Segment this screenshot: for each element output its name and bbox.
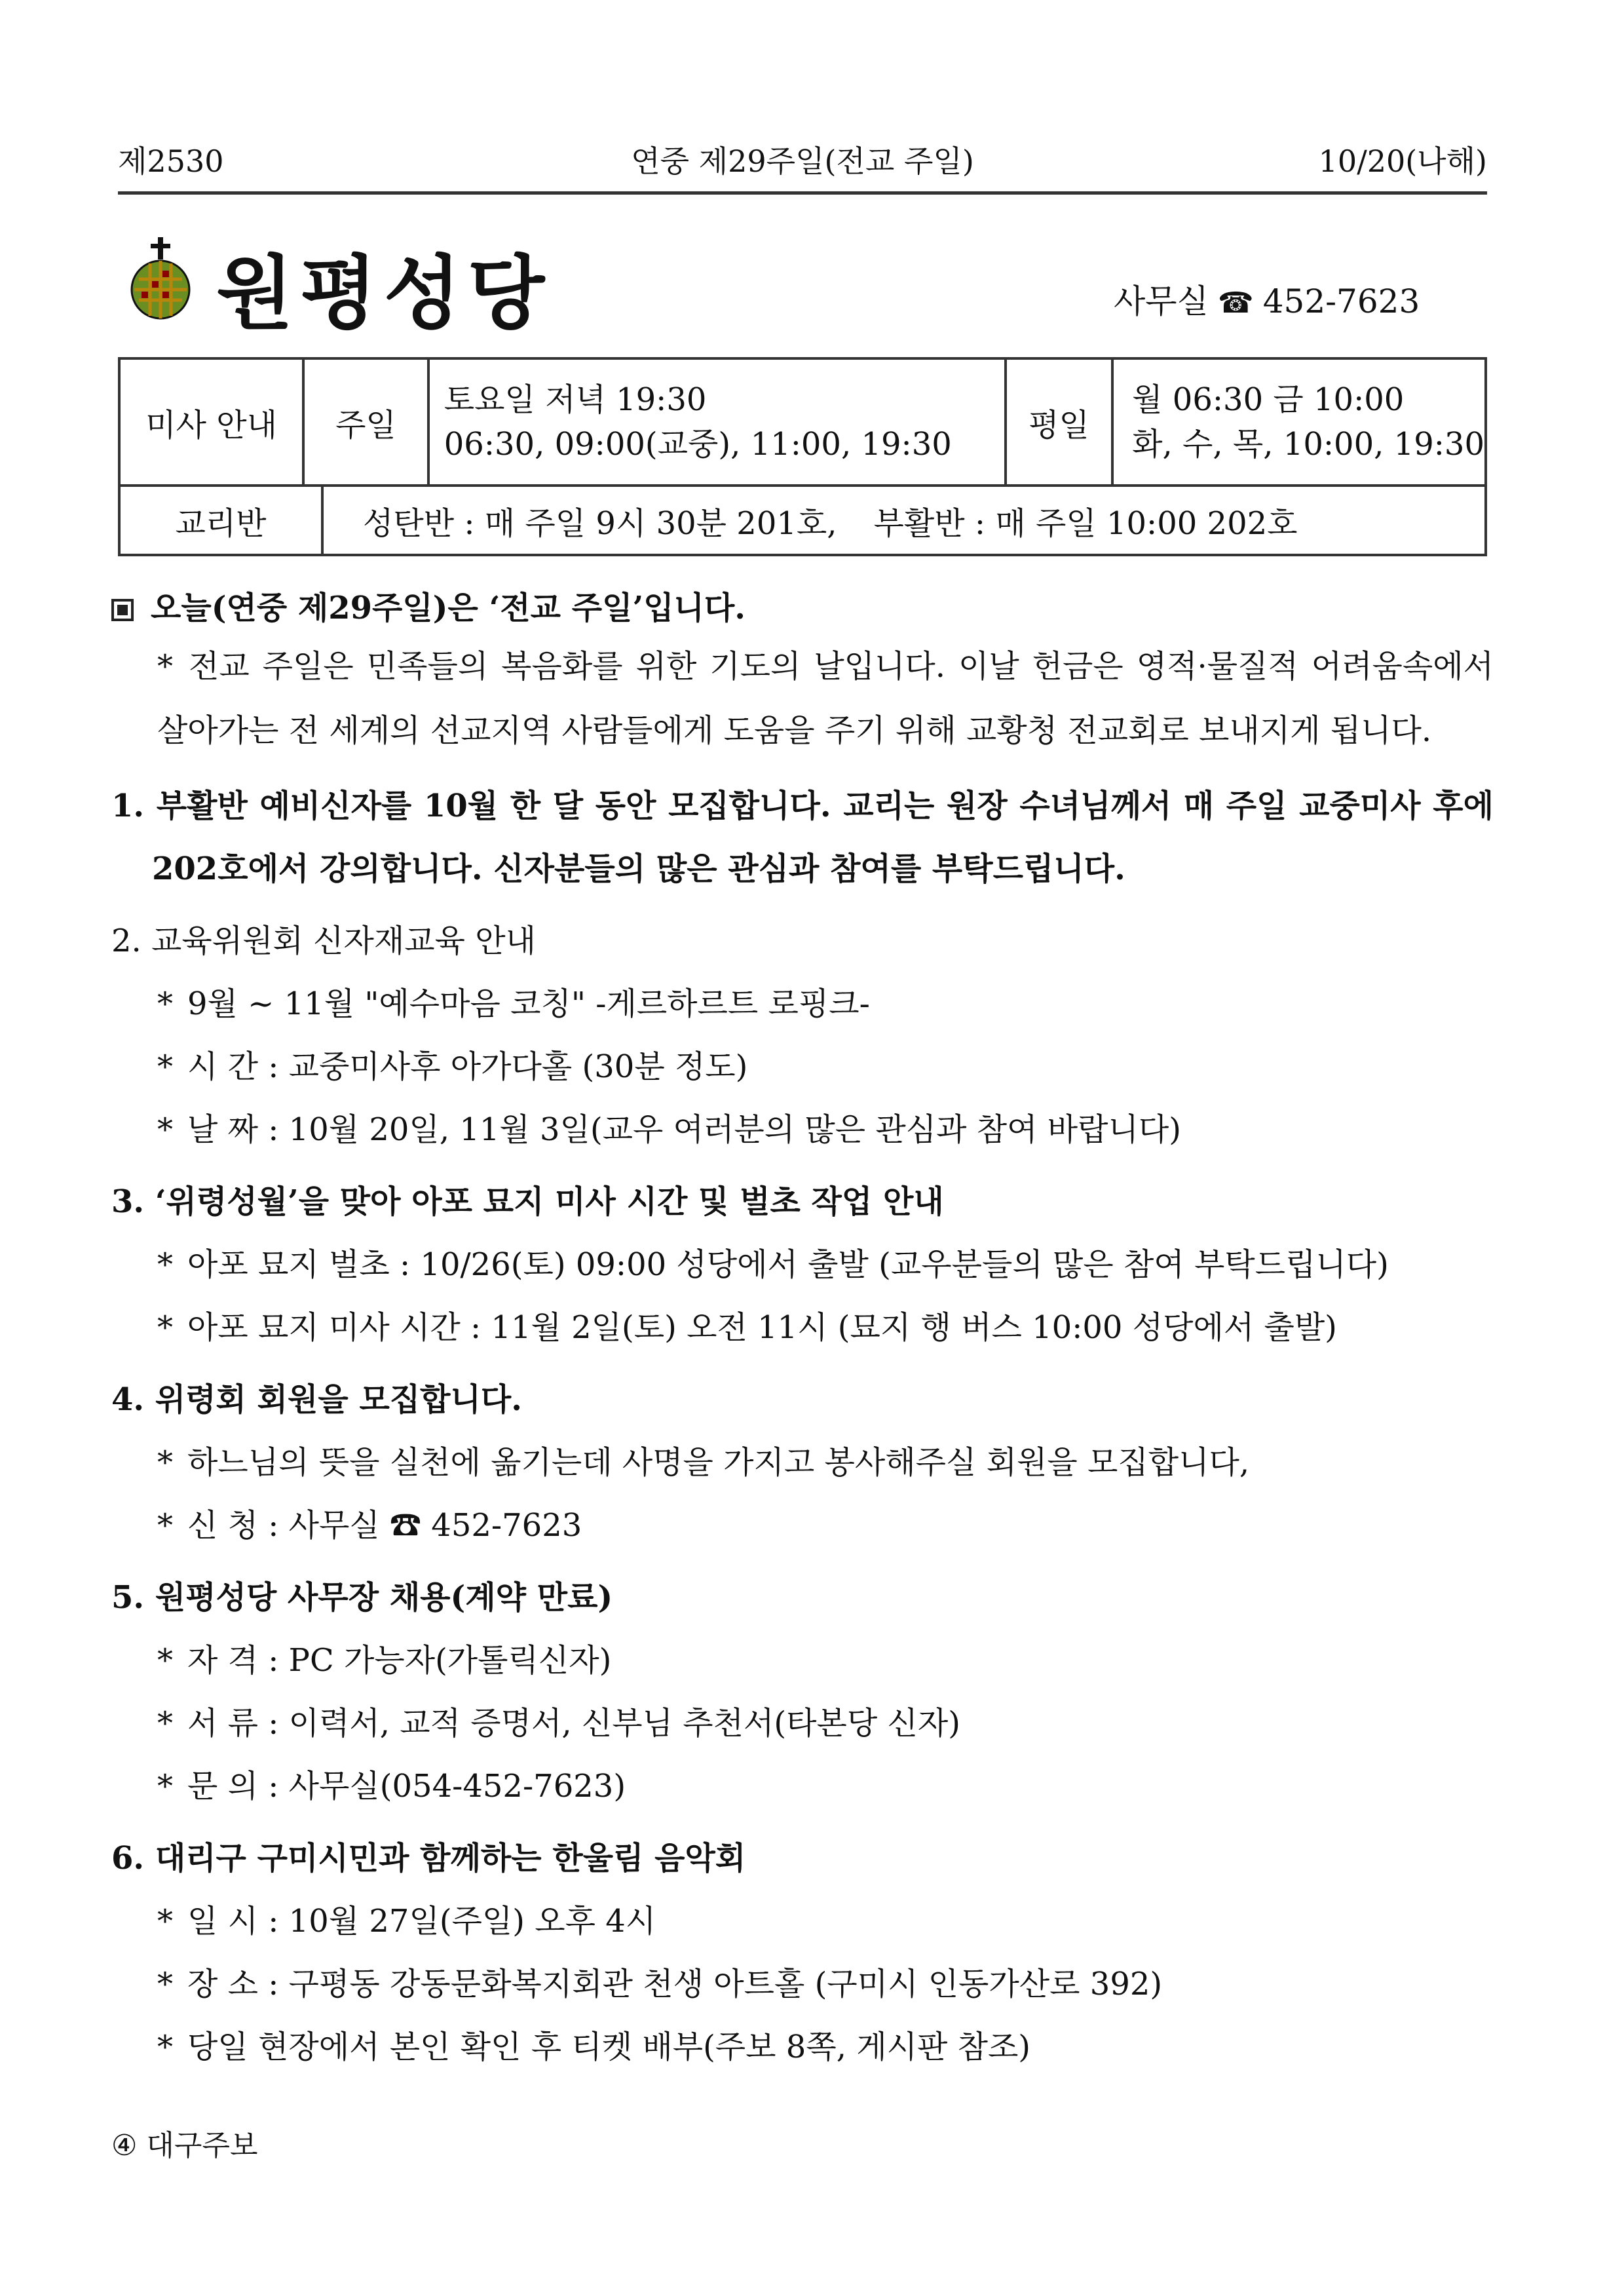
weekday-label: 평일 [1007, 360, 1114, 484]
list-item: * 장 소 : 구평동 강동문화복지회관 천생 아트홀 (구미시 인동가산로 392) [157, 1966, 1163, 2002]
square-bullet-icon [111, 599, 134, 621]
weekday-time-line-2: 화, 수, 목, 10:00, 19:30 [1132, 426, 1484, 463]
office-label: 사무실 [1114, 282, 1209, 320]
page-header [118, 131, 1487, 183]
intro-title-text: 오늘(연중 제29주일)은 ‘전교 주일’입니다. [151, 590, 746, 626]
church-name: 원평성당 [216, 247, 552, 340]
church-cross-logo-icon [124, 236, 197, 321]
section-4-title: 4. 위령회 회원을 모집합니다. [111, 1381, 523, 1418]
list-item: * 문 의 : 사무실(054-452-7623) [157, 1768, 626, 1805]
list-item: * 당일 현장에서 본인 확인 후 티켓 배부(주보 8쪽, 게시판 참조) [157, 2029, 1031, 2065]
office-contact [1114, 275, 1420, 322]
catechism-times [324, 487, 1484, 554]
weekday-time-line-1: 월 06:30 금 10:00 [1132, 381, 1405, 418]
catechism-easter: 부활반 : 매 주일 10:00 202호 [873, 505, 1298, 542]
section-5-title: 5. 원평성당 사무장 채용(계약 만료) [111, 1579, 613, 1616]
list-item: * 하느님의 뜻을 실천에 옮기는데 사명을 가지고 봉사해주실 회원을 모집합니다, [157, 1444, 1250, 1481]
list-item: * 일 시 : 10월 27일(주일) 오후 4시 [157, 1903, 656, 1940]
list-item: * 날 짜 : 10월 20일, 11월 3일(교우 여러분의 많은 관심과 참여 바랍니다) [157, 1111, 1181, 1148]
list-item: * 9월 ~ 11월 "예수마음 코칭" -게르하르트 로핑크- [157, 985, 870, 1022]
page-footer: ④ 대구주보 [111, 2129, 258, 2162]
office-phone: 452-7623 [1262, 282, 1420, 320]
liturgical-week: 연중 제29주일(전교 주일) [631, 144, 974, 179]
list-item: * 시 간 : 교중미사후 아가다홀 (30분 정도) [157, 1048, 748, 1085]
weekday-times [1114, 360, 1484, 484]
intro-paragraph-text: 전교 주일은 민족들의 복음화를 위한 기도의 날입니다. 이날 헌금은 영적·물질적 어려움속에서 살아가는 전 세계의 선교지역 사람들에게 도움을 주기 위해 교황청 전교회로 보내지게 됩니다. [157, 648, 1494, 749]
mass-schedule-table [118, 357, 1487, 556]
sunday-time-line-2: 06:30, 09:00(교중), 11:00, 19:30 [444, 426, 952, 463]
catechism-christmas: 성탄반 : 매 주일 9시 30분 201호, [363, 505, 837, 542]
sunday-label: 주일 [305, 360, 430, 484]
issue-date: 10/20(나해) [1318, 144, 1487, 179]
mass-row [121, 360, 1484, 487]
list-item: * 신 청 : 사무실 ☎ 452-7623 [157, 1507, 582, 1544]
section-2-title: 2. 교육위원회 신자재교육 안내 [111, 923, 536, 959]
announcements [111, 570, 1494, 2078]
list-item: * 아포 묘지 미사 시간 : 11월 2일(토) 오전 11시 (묘지 행 버스 10:00 성당에서 출발) [157, 1309, 1337, 1346]
intro-paragraph [157, 634, 1494, 763]
issue-number: 제2530 [118, 144, 224, 179]
section-6-title: 6. 대리구 구미시민과 함께하는 한울림 음악회 [111, 1840, 746, 1877]
catechism-label: 교리반 [121, 487, 324, 554]
list-item: * 아포 묘지 벌초 : 10/26(토) 09:00 성당에서 출발 (교우분들의 많은 참여 부탁드립니다) [157, 1246, 1389, 1283]
asterisk-bullet: * [157, 648, 173, 685]
sunday-time-line-1: 토요일 저녁 19:30 [444, 381, 707, 418]
mass-label: 미사 안내 [121, 360, 305, 484]
intro-title [111, 582, 1494, 634]
list-item: * 자 격 : PC 가능자(가톨릭신자) [157, 1642, 612, 1679]
section-1: 1. 부활반 예비신자를 10월 한 달 동안 모집합니다. 교리는 원장 수녀님께서 매 주일 교중미사 후에 202호에서 강의합니다. 신자분들의 많은 관심과 참여를 부탁드립니다. [111, 788, 1494, 887]
catechism-row [121, 487, 1484, 554]
header-divider [118, 191, 1487, 195]
sunday-times [430, 360, 1007, 484]
section-3-title: 3. ‘위령성월’을 맞아 아포 묘지 미사 시간 및 벌초 작업 안내 [111, 1183, 944, 1220]
list-item: * 서 류 : 이력서, 교적 증명서, 신부님 추천서(타본당 신자) [157, 1705, 960, 1742]
phone-icon: ☎ [1217, 286, 1254, 320]
